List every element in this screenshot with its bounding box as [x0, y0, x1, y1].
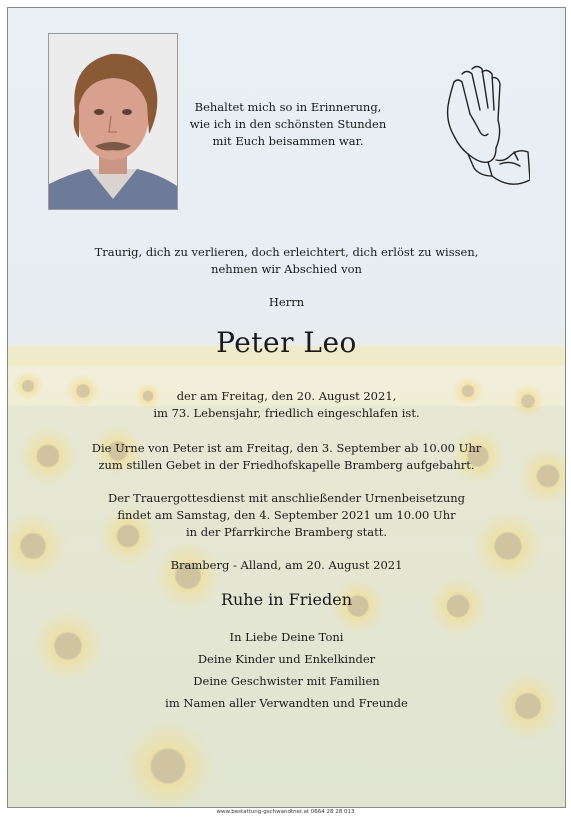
obituary-card [7, 7, 566, 808]
service-line: Der Trauergottesdienst mit anschließender Urnenbeisetzung [107, 491, 466, 505]
rest-in-peace-heading: Ruhe in Frieden [220, 590, 353, 609]
mourner-line: In Liebe Deine Toni [229, 630, 344, 644]
mourner-line: Deine Geschwister mit Familien [193, 674, 380, 688]
poem-line: Behaltet mich so in Erinnerung, [194, 100, 382, 114]
intro-line: Traurig, dich zu verlieren, doch erleichtert, dich erlöst zu wissen, [94, 245, 479, 259]
death-line: im 73. Lebensjahr, friedlich eingeschlafen ist. [153, 406, 420, 420]
service-line: in der Pfarrkirche Bramberg statt. [185, 525, 388, 539]
intro-line: nehmen wir Abschied von [211, 262, 362, 276]
death-line: der am Freitag, den 20. August 2021, [176, 389, 397, 403]
service-line: findet am Samstag, den 4. September 2021 um 10.00 Uhr [117, 508, 456, 522]
mourner-line: Deine Kinder und Enkelkinder [197, 652, 376, 666]
deceased-name: Peter Leo [216, 326, 357, 359]
urn-line: zum stillen Gebet in der Friedhofskapelle Bramberg aufgebahrt. [98, 458, 475, 472]
salutation: Herrn [268, 295, 305, 309]
urn-line: Die Urne von Peter ist am Freitag, den 3. September ab 10.00 Uhr [91, 441, 482, 455]
portrait-photo [48, 33, 178, 210]
poem-line: wie ich in den schönsten Stunden [189, 117, 387, 131]
poem-line: mit Euch beisammen war. [212, 134, 364, 148]
place-date: Bramberg - Alland, am 20. August 2021 [170, 558, 403, 572]
praying-hands-icon [440, 64, 530, 189]
mourner-line: im Namen aller Verwandten und Freunde [165, 696, 408, 710]
footer-contact: www.bestattung-gschwandtner.at 0664 28 28 013 [216, 809, 355, 815]
memorial-poem [168, 99, 408, 150]
